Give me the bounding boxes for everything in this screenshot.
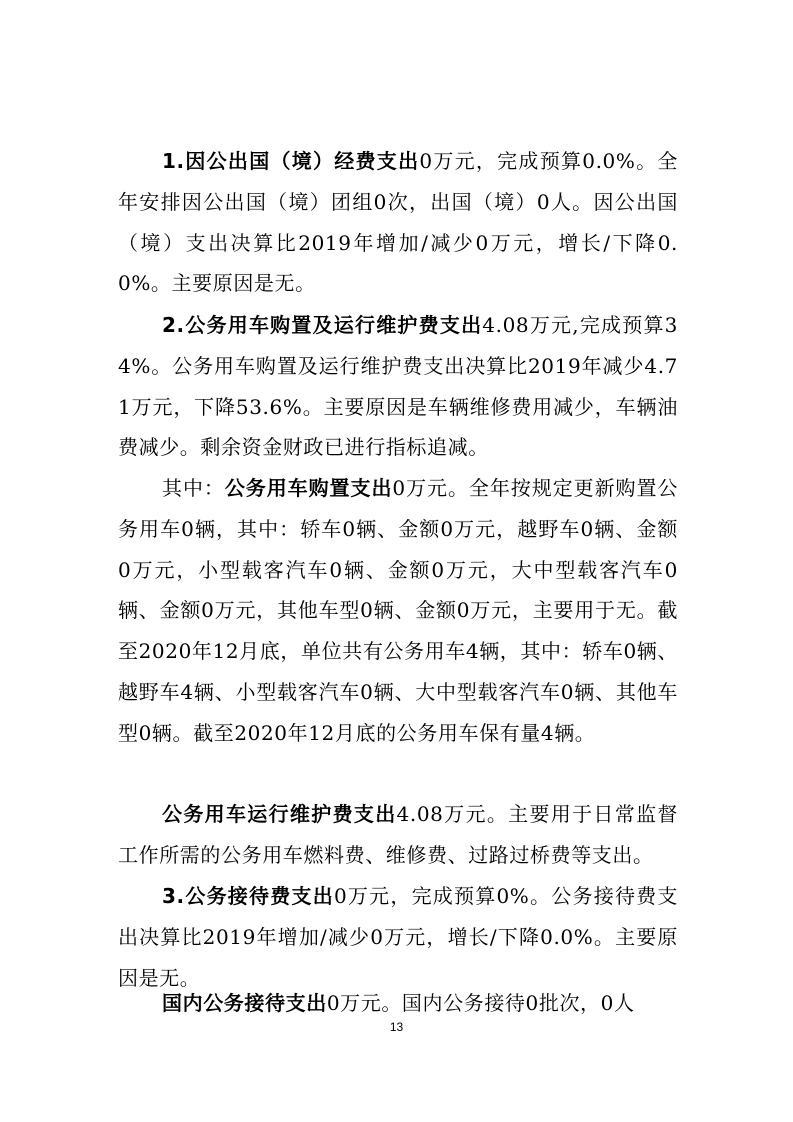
lead-vehicle-purchase: 其中： (162, 476, 225, 500)
text-reception-expense: 0万元，完成预算0%。公务接待费支出决算比2019年增加/减少0万元，增长/下降0.0%。主要原因是无。 (118, 884, 678, 990)
heading-reception-expense: 3.公务接待费支出 (162, 884, 334, 908)
heading-vehicle-purchase: 公务用车购置支出 (224, 476, 393, 500)
text-vehicle-purchase: 0万元。全年按规定更新购置公务用车0辆，其中：轿车0辆、金额0万元，越野车0辆、金额0万元，小型载客汽车0辆、金额0万元，大中型载客汽车0辆、金额0万元，其他车型0辆、金额0万元，主要用于无。截至2020年12月底，单位共有公务用车4辆，其中：轿车0辆、越野车4辆、小型载客汽车0辆、大中型载客汽车0辆、其他车型0辆。截至2020年12月底的公务用车保有量4辆。 (118, 476, 678, 745)
heading-overseas-expense: 1.因公出国（境）经费支出 (162, 149, 420, 173)
paragraph-vehicle-maintenance (118, 794, 678, 876)
heading-vehicle-maintenance: 公务用车运行维护费支出 (162, 802, 397, 826)
paragraph-reception-expense (118, 876, 678, 998)
text-vehicle-expense: 4.08万元,完成预算34%。公务用车购置及运行维护费支出决算比2019年减少4.71万元，下降53.6%。主要原因是车辆维修费用减少，车辆油费减少。剩余资金财政已进行指标追减。 (118, 313, 678, 460)
heading-vehicle-expense: 2.公务用车购置及运行维护费支出 (162, 313, 483, 337)
text-domestic-reception: 0万元。国内公务接待0批次，0人 (326, 991, 635, 1015)
text-vehicle-maintenance: 4.08万元。主要用于日常监督工作所需的公务用车燃料费、维修费、过路过桥费等支出。 (118, 802, 678, 867)
heading-domestic-reception: 国内公务接待支出 (162, 991, 327, 1015)
paragraph-domestic-reception (118, 983, 678, 1024)
paragraph-overseas-expense (118, 141, 678, 304)
paragraph-vehicle-purchase (118, 468, 678, 754)
paragraph-vehicle-expense (118, 305, 678, 468)
page-number: 13 (389, 1020, 404, 1034)
text-overseas-expense: 0万元，完成预算0.0%。全年安排因公出国（境）团组0次，出国（境）0人。因公出国（境）支出决算比2019年增加/减少0万元，增长/下降0.0%。主要原因是无。 (118, 149, 678, 296)
